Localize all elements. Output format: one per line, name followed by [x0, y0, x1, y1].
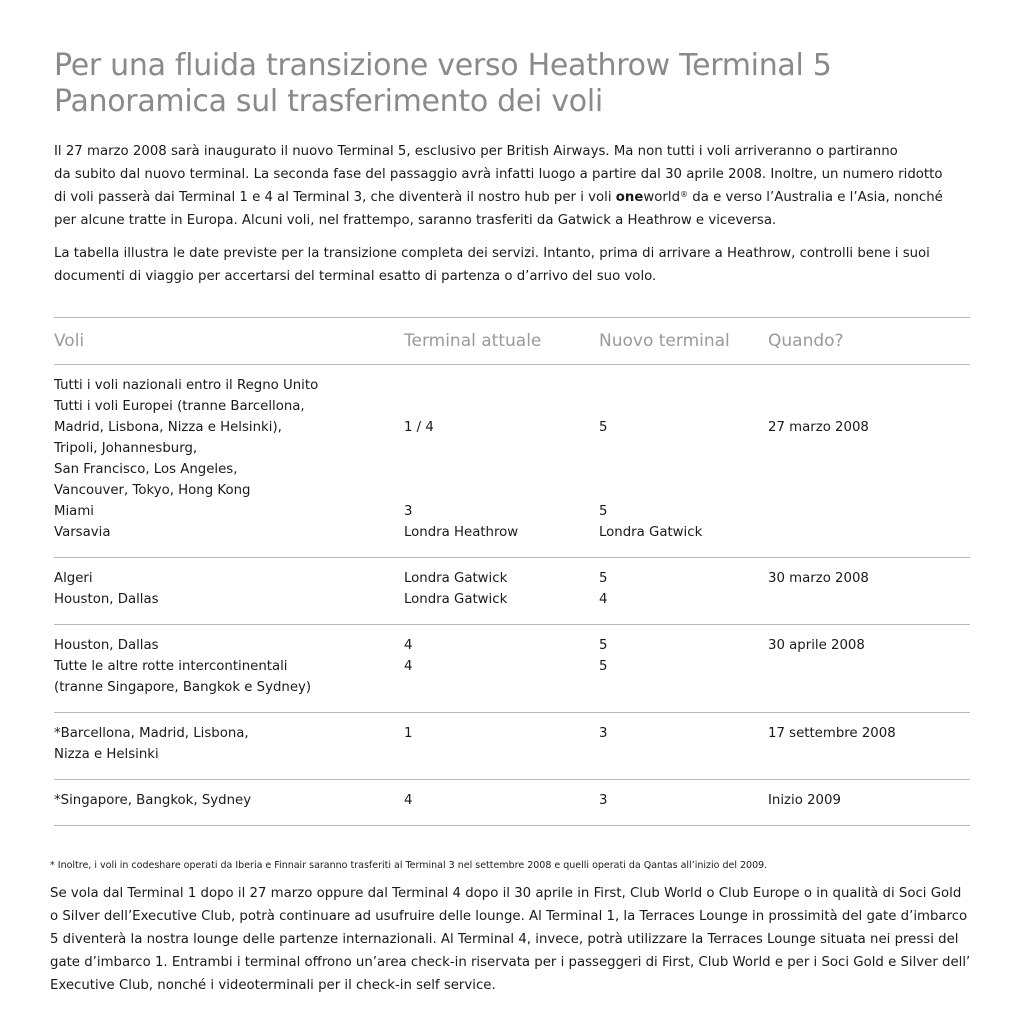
flights-cell: *Singapore, Bangkok, Sydney	[54, 780, 404, 826]
flights-cell: Miami	[54, 504, 94, 519]
flights-line: Vancouver, Tokyo, Hong Kong	[54, 483, 251, 498]
intro-p1-line-4: per alcune tratte in Europa. Alcuni voli, nel frattempo, saranno trasferiti da Gatwick a Heathrow e viceversa.	[54, 213, 777, 228]
footnote: * Inoltre, i voli in codeshare operati da Iberia e Finnair saranno trasferiti al Terminal 3 nel settembre 2008 e quelli operati da Qantas all’inizio del 2009.	[50, 860, 768, 871]
flights-cell: Varsavia	[54, 522, 404, 558]
intro-text	[54, 140, 970, 288]
flights-cell	[54, 365, 404, 502]
header-new-terminal: Nuovo terminal	[599, 318, 768, 365]
new-terminal-cell: 5	[599, 571, 608, 586]
oneworld-brand-rest: world	[643, 190, 681, 205]
flights-line: Tripoli, Johannesburg,	[54, 441, 198, 456]
current-terminal-cell: 4	[404, 656, 599, 713]
current-terminal-cell: 1 / 4	[404, 420, 434, 435]
header-when: Quando?	[768, 318, 970, 365]
table-row	[54, 780, 970, 826]
intro-p2-line-1: La tabella illustra le date previste per la transizione completa dei servizi. Intanto, prima di arrivare a Heathrow, controlli bene i suoi	[54, 246, 930, 261]
intro-p1-line-3	[54, 186, 970, 209]
intro-p1-line-2: da subito dal nuovo terminal. La seconda fase del passaggio avrà infatti luogo a partire dal 30 aprile 2008. Inoltre, un numero ridotto	[54, 167, 943, 182]
page-title	[54, 48, 970, 120]
document-page	[54, 48, 970, 298]
intro-p1-line-3-start: di voli passerà dai Terminal 1 e 4 al Terminal 3, che diventerà il nostro hub per i voli	[54, 190, 616, 205]
flights-line: Nizza e Helsinki	[54, 747, 159, 762]
when-cell	[768, 522, 970, 558]
new-terminal-cell: 4	[599, 589, 768, 625]
closing-line: Executive Club, nonché i videoterminali per il check-in self service.	[50, 978, 496, 993]
new-terminal-cell: 3	[599, 780, 768, 826]
new-terminal-cell: 3	[599, 713, 768, 780]
when-cell	[768, 656, 970, 713]
when-cell	[768, 589, 970, 625]
intro-paragraph-2	[54, 242, 970, 288]
intro-p1-line-3-end: da e verso l’Australia e l’Asia, nonché	[688, 190, 943, 205]
flights-line: Madrid, Lisbona, Nizza e Helsinki),	[54, 420, 282, 435]
table-row	[54, 522, 970, 558]
when-cell: 30 marzo 2008	[768, 571, 869, 586]
flights-line: Tutte le altre rotte intercontinentali	[54, 659, 288, 674]
closing-line: gate d’imbarco 1. Entrambi i terminal offrono un’area check-in riservata per i passeggeri di First, Club World e per i Soci Gold e Silver dell’	[50, 955, 971, 970]
flights-cell: Algeri	[54, 571, 93, 586]
table-row	[54, 656, 970, 713]
oneworld-brand-bold: one	[615, 190, 644, 205]
flights-line: San Francisco, Los Angeles,	[54, 462, 238, 477]
closing-paragraph	[50, 882, 970, 997]
new-terminal-cell: 5	[599, 504, 608, 519]
flights-line: Tutti i voli nazionali entro il Regno Unito	[54, 378, 319, 393]
new-terminal-cell: 5	[599, 656, 768, 713]
current-terminal-cell: Londra Heathrow	[404, 522, 599, 558]
flights-line: (tranne Singapore, Bangkok e Sydney)	[54, 680, 312, 695]
flights-cell: Houston, Dallas	[54, 589, 404, 625]
title-line-2: Panoramica sul trasferimento dei voli	[54, 84, 603, 119]
table-row	[54, 625, 970, 657]
registered-mark: ®	[680, 190, 689, 199]
header-flights: Voli	[54, 318, 404, 365]
current-terminal-cell: 3	[404, 504, 413, 519]
current-terminal-cell: 1	[404, 713, 599, 780]
intro-paragraph-1	[54, 140, 970, 232]
new-terminal-cell: 5	[599, 420, 608, 435]
table-row	[54, 501, 970, 522]
current-terminal-cell: 4	[404, 780, 599, 826]
when-cell: Inizio 2009	[768, 780, 970, 826]
flights-cell	[54, 713, 404, 780]
flights-cell: Houston, Dallas	[54, 638, 159, 653]
current-terminal-cell: Londra Gatwick	[404, 571, 508, 586]
closing-line: o Silver dell’Executive Club, potrà continuare ad usufruire delle lounge. Al Terminal 1, la Terraces Lounge in prossimità del gate d’imbarco	[50, 909, 968, 924]
intro-p2-line-2: documenti di viaggio per accertarsi del terminal esatto di partenza o d’arrivo del suo volo.	[54, 269, 657, 284]
closing-line: 5 diventerà la nostra lounge delle partenze internazionali. Al Terminal 4, invece, potrà utilizzare la Terraces Lounge situata nei pressi del	[50, 932, 959, 947]
closing-line: Se vola dal Terminal 1 dopo il 27 marzo oppure dal Terminal 4 dopo il 30 aprile in First, Club World o Club Europe o in qualità di Soci Gold	[50, 886, 962, 901]
flights-cell	[54, 656, 404, 713]
when-cell	[768, 501, 970, 522]
when-cell: 17 settembre 2008	[768, 713, 970, 780]
when-cell: 27 marzo 2008	[768, 420, 869, 435]
table-row	[54, 589, 970, 625]
current-terminal-cell: 4	[404, 638, 413, 653]
new-terminal-cell: Londra Gatwick	[599, 522, 768, 558]
new-terminal-cell: 5	[599, 638, 608, 653]
current-terminal-cell: Londra Gatwick	[404, 589, 599, 625]
table-row	[54, 558, 970, 590]
flights-line: Tutti i voli Europei (tranne Barcellona,	[54, 399, 305, 414]
table-header-row	[54, 318, 970, 365]
table-row	[54, 713, 970, 780]
flights-line: *Barcellona, Madrid, Lisbona,	[54, 726, 249, 741]
intro-p1-line-1: Il 27 marzo 2008 sarà inaugurato il nuovo Terminal 5, esclusivo per British Airways. Ma non tutti i voli arriveranno o partiranno	[54, 144, 898, 159]
flight-transfer-table	[54, 317, 970, 826]
title-line-1: Per una fluida transizione verso Heathrow Terminal 5	[54, 48, 832, 83]
when-cell: 30 aprile 2008	[768, 638, 865, 653]
header-current-terminal: Terminal attuale	[404, 318, 599, 365]
table-row	[54, 365, 970, 502]
